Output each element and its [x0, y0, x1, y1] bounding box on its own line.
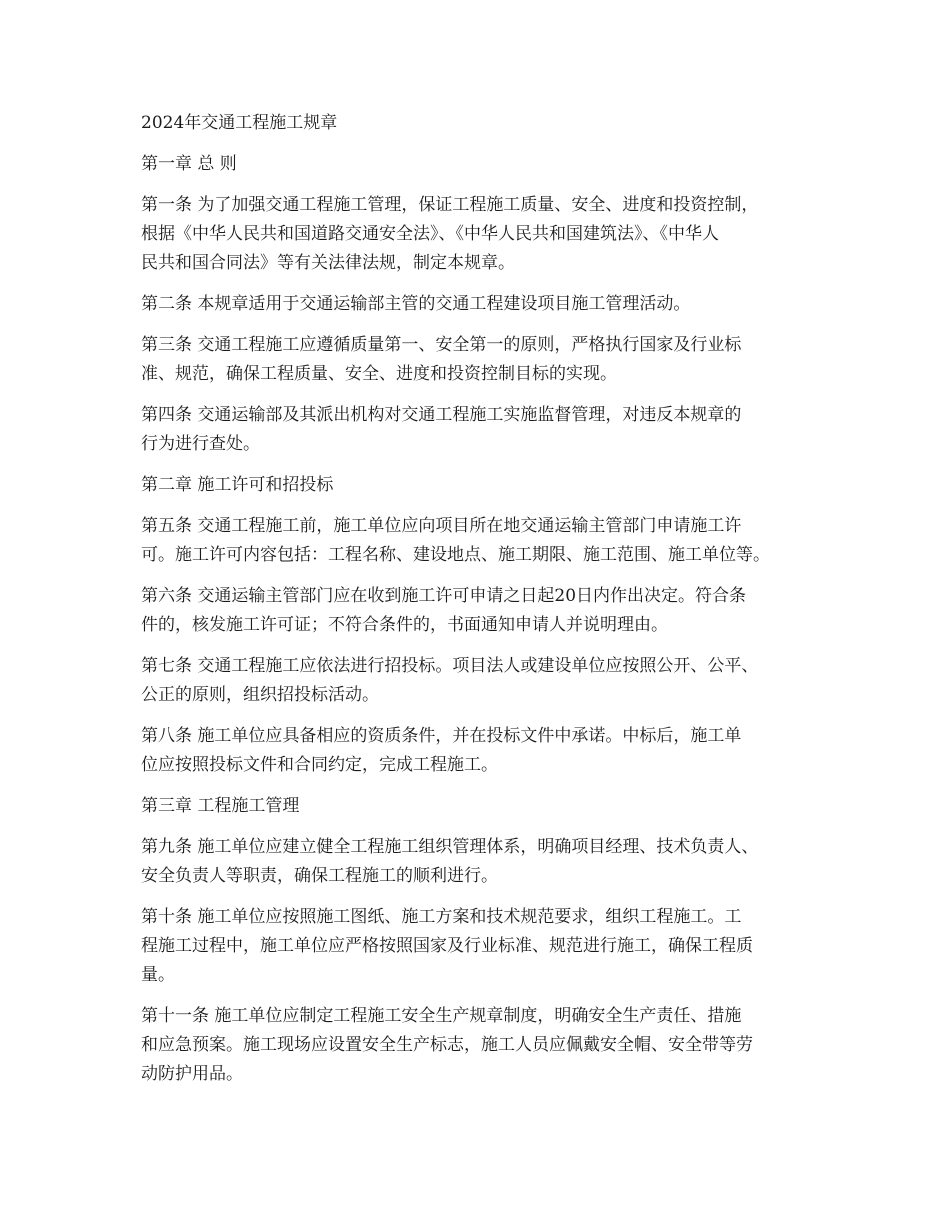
article-9: 第九条 施工单位应建立健全工程施工组织管理体系，明确项目经理、技术负责人、 安全负责人等职责，确保工程施工的顺利进行。 [141, 837, 759, 886]
article-4: 第四条 交通运输部及其派出机构对交通工程施工实施监督管理，对违反本规章的 行为进行查处。 [141, 405, 742, 454]
article-10: 第十条 施工单位应按照施工图纸、施工方案和技术规范要求，组织工程施工。工 程施工过程中，施工单位应严格按照国家及行业标准、规范进行施工，确保工程质 量。 [141, 907, 753, 985]
chapter-heading-1: 第一章 总 则 [141, 154, 237, 174]
article-11: 第十一条 施工单位应制定工程施工安全生产规章制度，明确安全生产责任、措施 和应急预案。施工现场应设置安全生产标志，施工人员应佩戴安全帽、安全带等劳 动防护用品。 [141, 1006, 753, 1084]
article-8: 第八条 施工单位应具备相应的资质条件，并在投标文件中承诺。中标后，施工单 位应按照投标文件和合同约定，完成工程施工。 [141, 726, 742, 775]
article-2: 第二条 本规章适用于交通运输部主管的交通工程建设项目施工管理活动。 [141, 294, 691, 314]
article-7: 第七条 交通工程施工应依法进行招投标。项目法人或建设单位应按照公开、公平、 公正的原则，组织招投标活动。 [141, 656, 759, 705]
chapter-heading-2: 第二章 施工许可和招投标 [141, 475, 334, 495]
article-3: 第三条 交通工程施工应遵循质量第一、安全第一的原则，严格执行国家及行业标 准、规范，确保工程质量、安全、进度和投资控制目标的实现。 [141, 335, 742, 384]
article-5: 第五条 交通工程施工前，施工单位应向项目所在地交通运输主管部门申请施工许 可。施工许可内容包括：工程名称、建设地点、施工期限、施工范围、施工单位等。 [141, 516, 770, 565]
document-body [141, 109, 841, 1101]
article-6: 第六条 交通运输主管部门应在收到施工许可申请之日起20日内作出决定。符合条 件的，核发施工许可证；不符合条件的，书面通知申请人并说明理由。 [141, 586, 747, 635]
chapter-heading-3: 第三章 工程施工管理 [141, 796, 300, 816]
article-1: 第一条 为了加强交通工程施工管理，保证工程施工质量、安全、进度和投资控制， 根据《中华人民共和国道路交通安全法》、《中华人民共和国建筑法》、《中华人 民共和国合同法》等有关法律法规，制定本规章。 [141, 195, 759, 273]
document-title: 2024年交通工程施工规章 [141, 113, 338, 133]
